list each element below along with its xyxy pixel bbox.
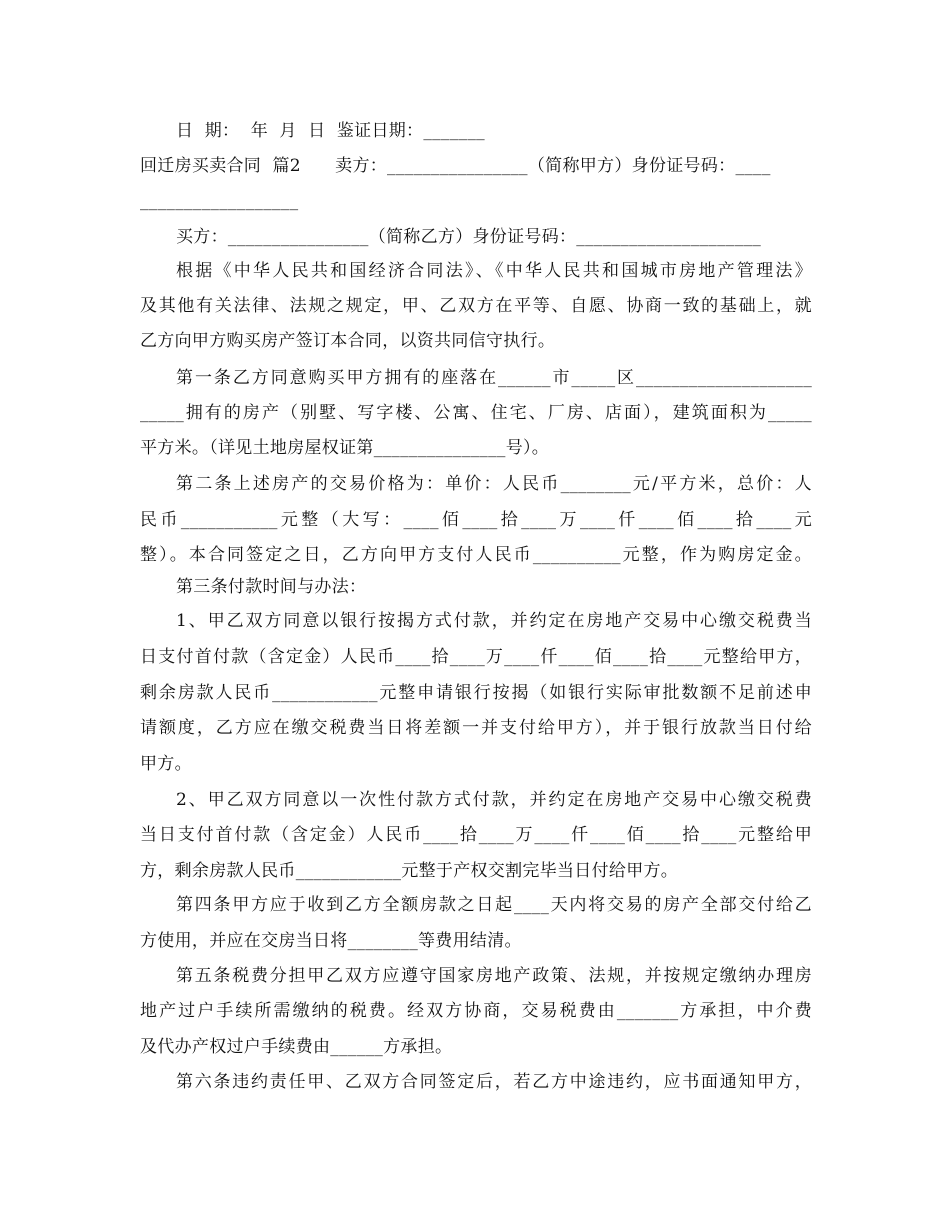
- article-3-heading: 第三条付款时间与办法：: [176, 577, 367, 597]
- article-3-item-2-line-2: 当日支付首付款（含定金）人民币____拾____万____仟____佰____拾____元整给甲: [140, 825, 812, 845]
- article-6-line-1: 第六条违约责任甲、乙双方合同签定后，若乙方中途违约，应书面通知甲方，: [176, 1072, 812, 1092]
- article-3-item-1-line-4: 请额度，乙方应在缴交税费当日将差额一并支付给甲方），并于银行放款当日付给: [140, 718, 812, 738]
- article-3-item-2-line-1: 2、甲乙双方同意以一次性付款方式付款，并约定在房地产交易中心缴交税费: [176, 790, 812, 810]
- article-2-line-1: 第二条上述房产的交易价格为：单价：人民币________元/平方米，总价：人: [176, 474, 812, 494]
- preamble-line-1: 根据《中华人民共和国经济合同法》、《中华人民共和国城市房地产管理法》: [176, 261, 812, 281]
- article-2-line-2: 民币___________元整（大写：____佰____拾____万____仟____佰____拾____元: [140, 510, 812, 530]
- seller-id-continuation: __________________: [140, 191, 299, 211]
- preamble-line-3: 乙方向甲方购买房产签订本合同，以资共同信守执行。: [140, 331, 556, 351]
- preamble-line-2: 及其他有关法律、法规之规定，甲、乙双方在平等、自愿、协商一致的基础上，就: [140, 296, 812, 316]
- article-3-item-1-line-1: 1、甲乙双方同意以银行按揭方式付款，并约定在房地产交易中心缴交税费当: [176, 611, 812, 631]
- article-5-line-1: 第五条税费分担甲乙双方应遵守国家房地产政策、法规，并按规定缴纳办理房: [176, 966, 812, 986]
- article-1-line-1: 第一条乙方同意购买甲方拥有的座落在______市_____区____________________: [176, 368, 812, 388]
- article-4-line-2: 方使用，并应在交房当日将________等费用结清。: [140, 931, 522, 951]
- title-seller-line: 回迁房买卖合同 篇2 卖方：________________（简称甲方）身份证号码：____: [140, 156, 771, 176]
- article-2-line-3: 整）。本合同签定之日，乙方向甲方支付人民币__________元整，作为购房定金。: [140, 545, 812, 565]
- article-5-line-2: 地产过户手续所需缴纳的税费。经双方协商，交易税费由_______方承担，中介费: [140, 1001, 812, 1021]
- article-3-item-1-line-3: 剩余房款人民币____________元整申请银行按揭（如银行实际审批数额不足前述申: [140, 683, 812, 703]
- article-4-line-1: 第四条甲方应于收到乙方全额房款之日起____天内将交易的房产全部交付给乙: [176, 895, 812, 915]
- article-3-item-1-line-5: 甲方。: [140, 754, 192, 774]
- article-1-line-2: _____拥有的房产（别墅、写字楼、公寓、住宅、厂房、店面），建筑面积为_____: [140, 403, 812, 423]
- date-line: 日 期： 年 月 日 鉴证日期：_______: [176, 121, 485, 141]
- article-1-line-3: 平方米。（详见土地房屋权证第_______________号）。: [140, 438, 550, 458]
- article-5-line-3: 及代办产权过户手续费由______方承担。: [140, 1037, 453, 1057]
- article-3-item-1-line-2: 日支付首付款（含定金）人民币____拾____万____仟____佰____拾____元整给甲方，: [140, 647, 812, 667]
- article-3-item-2-line-3: 方，剩余房款人民币____________元整于产权交割完毕当日付给甲方。: [140, 861, 679, 881]
- buyer-line: 买方：________________（简称乙方）身份证号码：_____________________: [176, 227, 762, 247]
